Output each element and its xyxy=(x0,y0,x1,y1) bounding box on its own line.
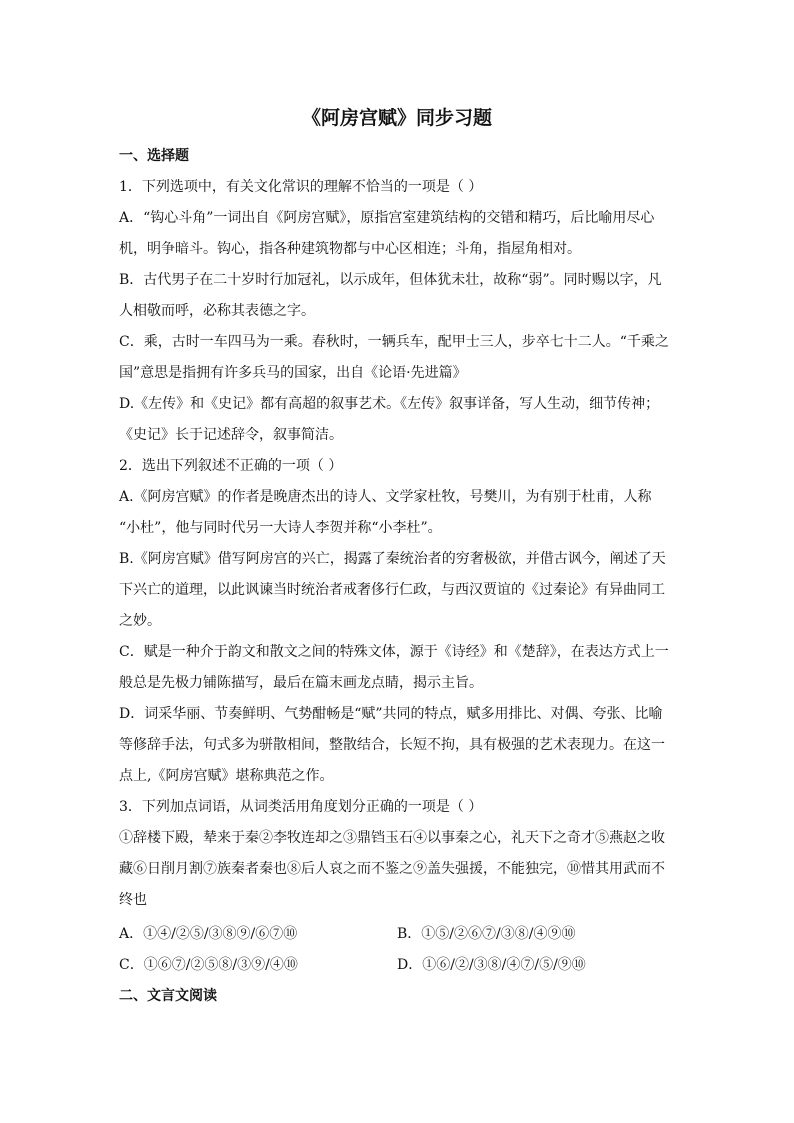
question-1-option-a-line-1: A．“钩心斗角”一词出自《阿房宫赋》，原指宫室建筑结构的交错和精巧，后比喻用尽心 xyxy=(119,210,655,226)
question-3-passage-line-3: 终也 xyxy=(119,892,147,908)
question-1-option-c-line-2: 国”意思是指拥有许多兵马的国家，出自《论语·先进篇》 xyxy=(119,365,467,381)
page-title: 《阿房宫赋》同步习题 xyxy=(301,107,492,129)
question-2-option-b-line-2: 下兴亡的道理，以此讽谏当时统治者戒奢侈行仁政，与西汉贾谊的《过秦论》有异曲同工 xyxy=(119,582,665,598)
question-3-stem: 3．下列加点词语，从词类活用角度划分正确的一项是（ ） xyxy=(119,799,483,815)
question-2-option-a-line-2: “小杜”，他与同时代另一大诗人李贺并称“小李杜”。 xyxy=(119,520,442,536)
question-2-option-c-line-1: C．赋是一种介于韵文和散文之间的特殊文体，源于《诗经》和《楚辞》，在表达方式上一 xyxy=(119,644,669,660)
question-2-option-d-line-3: 点上,《阿房宫赋》堪称典范之作。 xyxy=(119,768,334,784)
section-heading-choice: 一、选择题 xyxy=(119,148,189,164)
question-2-option-b-line-1: B.《阿房宫赋》借写阿房宫的兴亡，揭露了秦统治者的穷奢极欲，并借古讽今，阐述了天 xyxy=(119,551,666,567)
question-2-stem: 2．选出下列叙述不正确的一项（ ） xyxy=(119,458,343,474)
question-1-option-b-line-1: B．古代男子在二十岁时行加冠礼，以示成年，但体犹未壮，故称“弱”。同时赐以字，凡 xyxy=(119,272,662,288)
question-3-option-c: C．①⑥⑦/②⑤⑧/③⑨/④⑩ xyxy=(119,957,298,973)
question-3-passage-line-1: ①辞楼下殿，辇来于秦②李牧连却之③鼎铛玉石④以事秦之心，礼天下之奇才⑤燕赵之收 xyxy=(119,830,665,846)
section-heading-classical-reading: 二、文言文阅读 xyxy=(119,988,217,1004)
question-1-option-d-line-2: 《史记》长于记述辞令，叙事简洁。 xyxy=(119,427,343,443)
question-1-option-a-line-2: 机，明争暗斗。钩心，指各种建筑物都与中心区相连；斗角，指屋角相对。 xyxy=(119,241,581,257)
question-2-option-a-line-1: A.《阿房宫赋》的作者是晚唐杰出的诗人、文学家杜牧，号樊川，为有别于杜甫，人称 xyxy=(119,489,652,505)
question-2-option-c-line-2: 般总是先极力铺陈描写，最后在篇末画龙点睛，揭示主旨。 xyxy=(119,675,483,691)
question-1-option-b-line-2: 人相敬而呼，必称其表德之字。 xyxy=(119,303,315,319)
question-1-stem: 1．下列选项中，有关文化常识的理解不恰当的一项是（ ） xyxy=(119,179,483,195)
question-1-option-c-line-1: C．乘，古时一车四马为一乘。春秋时，一辆兵车，配甲士三人，步卒七十二人。“千乘之 xyxy=(119,334,669,350)
question-3-passage-line-2: 藏⑥日削月割⑦族秦者秦也⑧后人哀之而不鉴之⑨盖失强援，不能独完，⑩惜其用武而不 xyxy=(119,861,665,877)
question-3-option-d: D．①⑥/②/③⑧/④⑦/⑤/⑨⑩ xyxy=(397,957,586,973)
question-2-option-d-line-2: 等修辞手法，句式多为骈散相间，整散结合，长短不拘，具有极强的艺术表现力。在这一 xyxy=(119,737,665,753)
question-2-option-d-line-1: D．词采华丽、节奏鲜明、气势酣畅是“赋”共同的特点，赋多用排比、对偶、夸张、比喻 xyxy=(119,706,663,722)
question-2-option-b-line-3: 之妙。 xyxy=(119,613,161,629)
question-3-option-b: B．①⑤/②⑥⑦/③⑧/④⑨⑩ xyxy=(397,926,576,942)
question-1-option-d-line-1: D.《左传》和《史记》都有高超的叙事艺术。《左传》叙事详备，写人生动，细节传神； xyxy=(119,396,660,412)
question-3-option-a: A．①④/②⑤/③⑧⑨/⑥⑦⑩ xyxy=(119,926,298,942)
